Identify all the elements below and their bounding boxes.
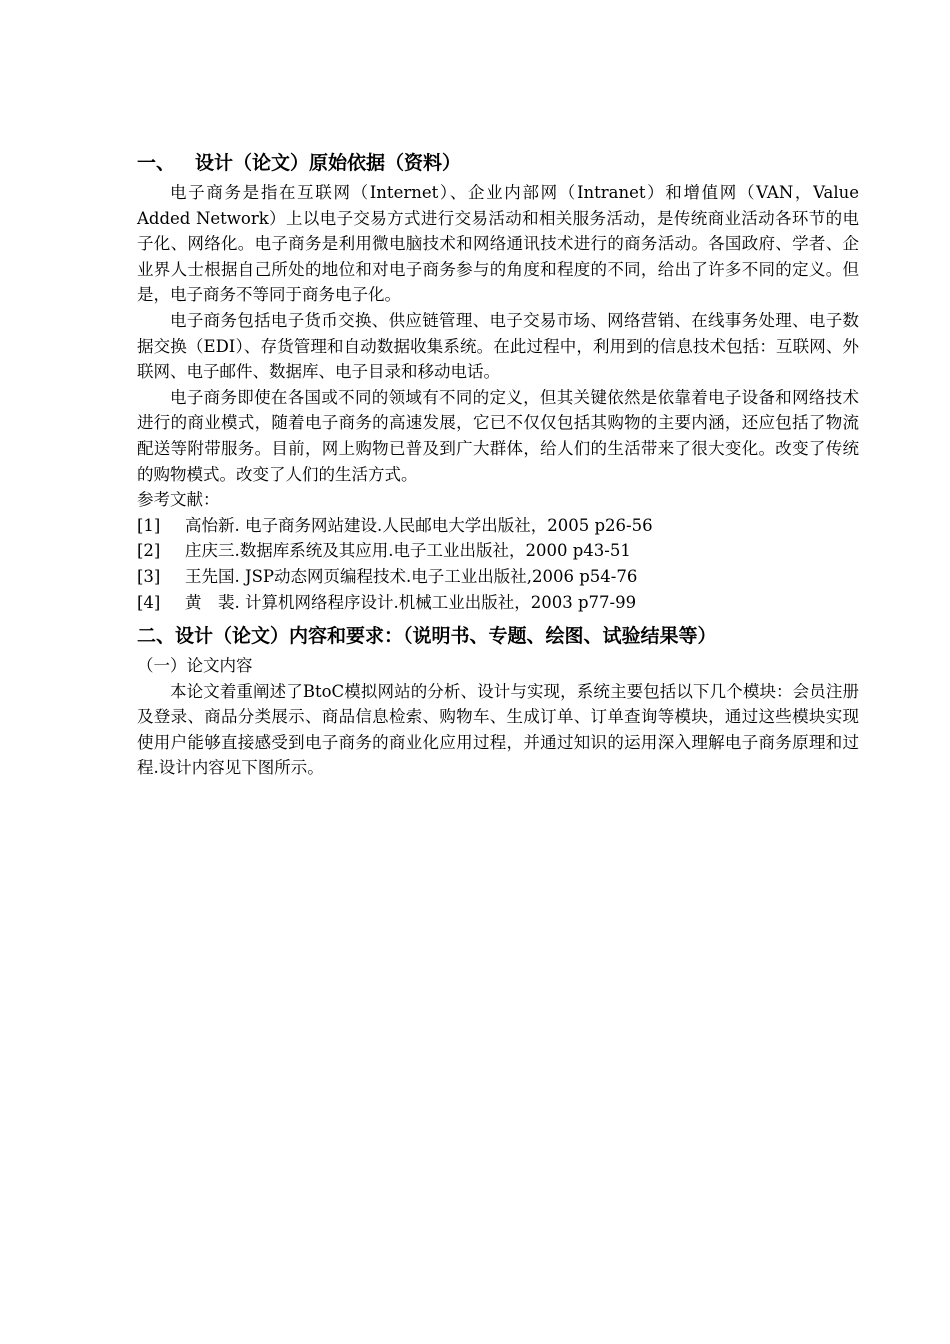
section-2-heading: 二、设计（论文）内容和要求：（说明书、专题、绘图、试验结果等） (137, 625, 717, 648)
document-page (137, 148, 859, 781)
reference-text: 庄庆三.数据库系统及其应用.电子工业出版社，2000 p43-51 (185, 541, 631, 561)
reference-text: 黄 裴. 计算机网络程序设计.机械工业出版社，2003 p77-99 (185, 592, 637, 612)
section-1-number: 一、 (137, 152, 176, 174)
reference-item (137, 590, 859, 616)
reference-text: 高怡新. 电子商务网站建设.人民邮电大学出版社，2005 p26-56 (185, 515, 653, 535)
reference-text: 王先国. JSP动态网页编程技术.电子工业出版社,2006 p54-76 (185, 566, 638, 586)
reference-item (137, 538, 859, 564)
references-label: 参考文献： (137, 490, 220, 510)
section-2-paragraph: 本论文着重阐述了BtoC模拟网站的分析、设计与实现，系统主要包括以下几个模块：会员注册及登录、商品分类展示、商品信息检索、购物车、生成订单、订单查询等模块，通过这些模块实现使用户能够直接感受到电子商务的商业化应用过程，并通过知识的运用深入理解电子商务原理和过程.设计内容见下图所示。 (137, 681, 859, 778)
reference-number: [4] (137, 592, 161, 612)
reference-list (137, 513, 859, 615)
section-2-subheading: （一）论文内容 (137, 656, 253, 676)
reference-number: [1] (137, 515, 161, 535)
section-1-heading (137, 148, 859, 178)
reference-item (137, 564, 859, 590)
reference-number: [2] (137, 541, 161, 561)
section-1-title: 设计（论文）原始依据（资料） (195, 152, 462, 174)
section-1-paragraph-3: 电子商务即使在各国或不同的领域有不同的定义，但其关键依然是依靠着电子设备和网络技术进行的商业模式，随着电子商务的高速发展，它已不仅仅包括其购物的主要内涵，还应包括了物流配送等附带服务。目前，网上购物已普及到广大群体，给人们的生活带来了很大变化。改变了传统的购物模式。改变了人们的生活方式。 (137, 387, 859, 484)
section-1-paragraph-1: 电子商务是指在互联网（Internet）、企业内部网（Intranet）和增值网（VAN，Value Added Network）上以电子交易方式进行交易活动和相关服务活动，是传统商业活动各环节的电子化、网络化。电子商务是利用微电脑技术和网络通讯技术进行的商务活动。各国政府、学者、企业界人士根据自己所处的地位和对电子商务参与的角度和程度的不同，给出了许多不同的定义。但是，电子商务不等同于商务电子化。 (137, 183, 859, 305)
section-1-paragraph-2: 电子商务包括电子货币交换、供应链管理、电子交易市场、网络营销、在线事务处理、电子数据交换（EDI）、存货管理和自动数据收集系统。在此过程中，利用到的信息技术包括：互联网、外联网、电子邮件、数据库、电子目录和移动电话。 (137, 310, 859, 382)
reference-item (137, 513, 859, 539)
reference-number: [3] (137, 566, 161, 586)
